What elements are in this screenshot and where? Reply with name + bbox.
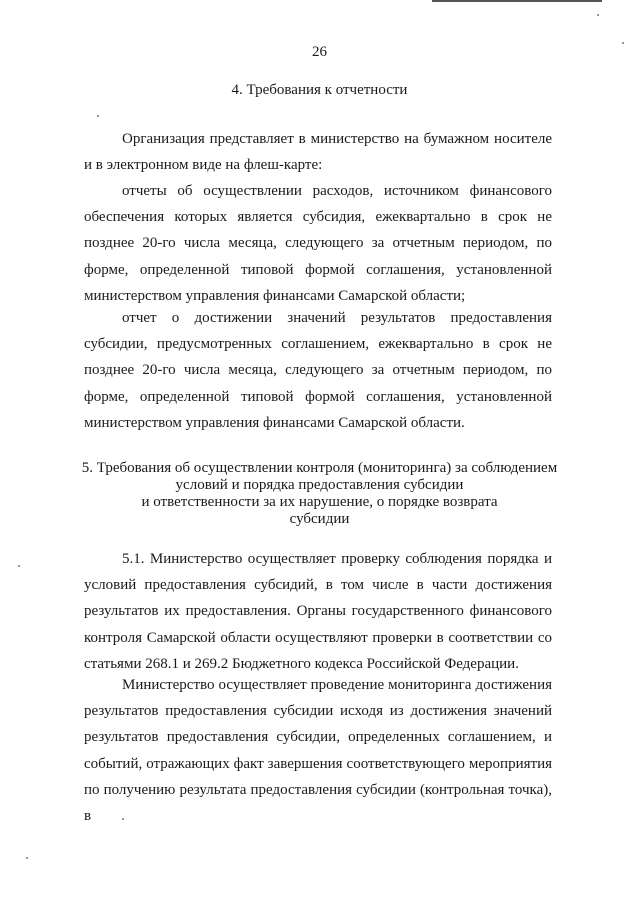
paragraph-text: Организация представляет в министерство на бумажном носителе и в электронном виде на флеш-карте: bbox=[84, 131, 552, 174]
section-5-heading-line: 5. Требования об осуществлении контроля (мониторинга) за соблюдением bbox=[81, 460, 558, 476]
scan-speck bbox=[26, 857, 28, 859]
paragraph-text: отчет о достижении значений результатов предоставления субсидии, предусмотренных соглашением, ежеквартально в срок не позднее 20-го числа месяца, следующего за отчетным периодом, по форме, определенной типовой формой соглашения, установленной министерством управления финансами Самарской области. bbox=[84, 310, 552, 431]
scan-speck bbox=[97, 115, 99, 117]
paragraph bbox=[84, 672, 552, 829]
paragraph-text: 5.1. Министерство осуществляет проверку соблюдения порядка и условий предоставления субсидий, в том числе в части достижения результатов их предоставления. Органы государственного финансового контроля Самарской области осуществляют проверки в соответствии со статьями 268.1 и 269.2 Бюджетного кодекса Российской Федерации. bbox=[84, 551, 552, 672]
paragraph-text: Министерство осуществляет проведение мониторинга достижения результатов предоставления субсидии исходя из достижения значений результатов предоставления субсидии, определенных соглашением, и событий, отражающих факт завершения соответствующего мероприятия по получению результата предоставления субсидии (контрольная точка), в bbox=[84, 677, 552, 825]
section-5-heading-line: и ответственности за их нарушение, о порядке возврата bbox=[141, 494, 498, 510]
scan-speck bbox=[597, 14, 599, 16]
paragraph-text: отчеты об осуществлении расходов, источником финансового обеспечения которых является субсидия, ежеквартально в срок не позднее 20-го числа месяца, следующего за отчетным периодом, по форме, определенной типовой формой соглашения, установленной министерством управления финансами Самарской области; bbox=[84, 183, 552, 304]
page-number: 26 bbox=[312, 44, 327, 60]
paragraph bbox=[84, 126, 552, 178]
section-4-heading: 4. Требования к отчетности bbox=[231, 82, 408, 98]
section-5-heading-line: субсидии bbox=[289, 511, 350, 527]
section-5-heading-line: условий и порядка предоставления субсидии bbox=[175, 477, 464, 493]
paragraph bbox=[84, 546, 552, 677]
scan-edge-line bbox=[432, 0, 602, 2]
paragraph bbox=[84, 178, 552, 309]
paragraph bbox=[84, 305, 552, 436]
scan-speck bbox=[18, 565, 20, 567]
